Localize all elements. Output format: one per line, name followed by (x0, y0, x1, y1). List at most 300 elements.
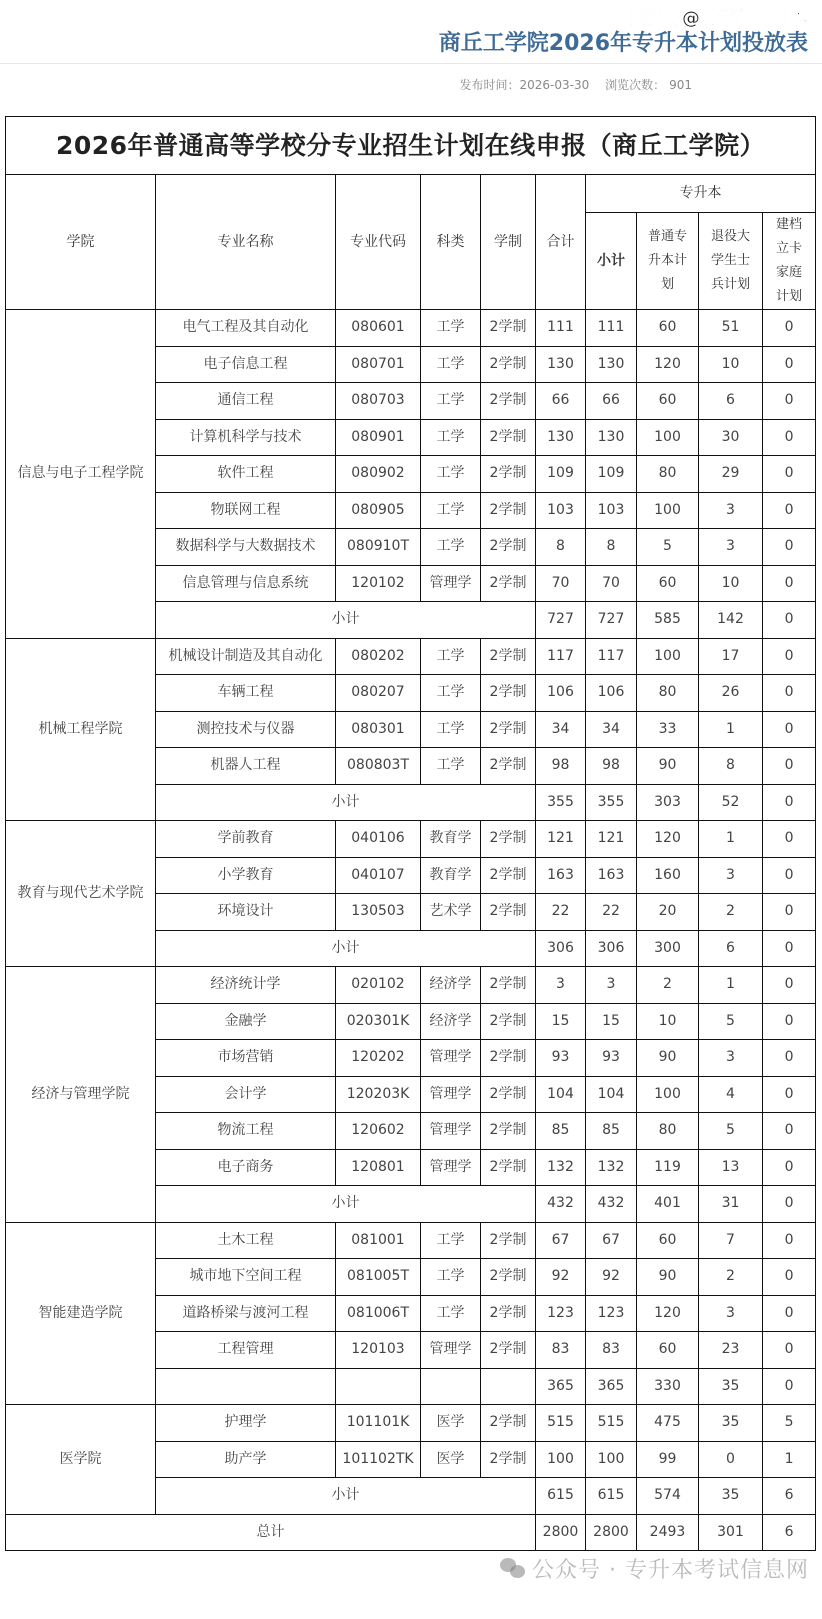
category-cell: 经济学 (421, 1003, 481, 1040)
total-cell: 92 (536, 1259, 586, 1296)
code-cell: 080910T (336, 529, 421, 566)
regular-cell: 90 (637, 1040, 699, 1077)
regular-cell: 80 (637, 1113, 699, 1150)
poverty-cell: 0 (763, 419, 816, 456)
major-cell: 数据科学与大数据技术 (156, 529, 336, 566)
major-cell: 通信工程 (156, 383, 336, 420)
total-cell: 100 (536, 1441, 586, 1478)
duration-cell: 2学制 (481, 857, 536, 894)
regular-cell: 475 (637, 1405, 699, 1442)
poverty-cell: 0 (763, 748, 816, 785)
category-cell: 工学 (421, 492, 481, 529)
subtotal-cell: 121 (586, 821, 637, 858)
college-cell: 智能建造学院 (6, 1222, 156, 1405)
subtotal-cell: 15 (586, 1003, 637, 1040)
regular-cell: 80 (637, 675, 699, 712)
regular-cell: 120 (637, 1295, 699, 1332)
regular-cell: 60 (637, 383, 699, 420)
grand-total-poverty: 6 (763, 1514, 816, 1551)
subtotal-total: 355 (536, 784, 586, 821)
category-cell: 工学 (421, 346, 481, 383)
category-cell: 工学 (421, 638, 481, 675)
subtotal-cell: 83 (586, 1332, 637, 1369)
subtotal-regular: 303 (637, 784, 699, 821)
subtotal-veteran: 35 (699, 1478, 763, 1515)
poverty-cell: 0 (763, 1149, 816, 1186)
duration-cell: 2学制 (481, 894, 536, 931)
veteran-cell: 10 (699, 346, 763, 383)
subtotal-total: 365 (536, 1368, 586, 1405)
subtotal-cell: 92 (586, 1259, 637, 1296)
poverty-cell: 0 (763, 821, 816, 858)
veteran-cell: 3 (699, 492, 763, 529)
subtotal-total: 306 (536, 930, 586, 967)
code-cell: 080601 (336, 310, 421, 347)
total-cell: 8 (536, 529, 586, 566)
subtotal-veteran: 35 (699, 1368, 763, 1405)
category-cell: 管理学 (421, 565, 481, 602)
duration-cell: 2学制 (481, 565, 536, 602)
code-cell: 020301K (336, 1003, 421, 1040)
code-cell: 081006T (336, 1295, 421, 1332)
poverty-cell: 0 (763, 1113, 816, 1150)
category-cell: 管理学 (421, 1332, 481, 1369)
subtotal-cell: 22 (586, 894, 637, 931)
poverty-cell: 0 (763, 967, 816, 1004)
header-code: 专业代码 (336, 175, 421, 310)
major-cell: 物联网工程 (156, 492, 336, 529)
header-regular-plan: 普通专升本计划 (637, 213, 699, 310)
subtotal-cell: 93 (586, 1040, 637, 1077)
veteran-cell: 3 (699, 857, 763, 894)
poverty-cell: 0 (763, 1003, 816, 1040)
veteran-cell: 5 (699, 1113, 763, 1150)
category-cell: 工学 (421, 383, 481, 420)
college-cell: 机械工程学院 (6, 638, 156, 821)
regular-cell: 80 (637, 456, 699, 493)
duration-cell: 2学制 (481, 1003, 536, 1040)
regular-cell: 5 (637, 529, 699, 566)
duration-cell: 2学制 (481, 383, 536, 420)
category-cell: 工学 (421, 675, 481, 712)
regular-cell: 10 (637, 1003, 699, 1040)
subtotal-subtotal: 365 (586, 1368, 637, 1405)
total-cell: 106 (536, 675, 586, 712)
major-cell: 电气工程及其自动化 (156, 310, 336, 347)
grand-total-veteran: 301 (699, 1514, 763, 1551)
total-cell: 15 (536, 1003, 586, 1040)
total-cell: 117 (536, 638, 586, 675)
veteran-cell: 35 (699, 1405, 763, 1442)
poverty-cell: 0 (763, 711, 816, 748)
subtotal-poverty: 0 (763, 930, 816, 967)
category-cell: 管理学 (421, 1113, 481, 1150)
major-cell: 车辆工程 (156, 675, 336, 712)
subtotal-subtotal: 727 (586, 602, 637, 639)
subtotal-veteran: 52 (699, 784, 763, 821)
table-row (6, 821, 816, 858)
major-cell: 护理学 (156, 1405, 336, 1442)
poverty-cell: 0 (763, 1040, 816, 1077)
empty-cell (421, 1368, 481, 1405)
category-cell: 管理学 (421, 1040, 481, 1077)
major-cell: 城市地下空间工程 (156, 1259, 336, 1296)
subtotal-label: 小计 (156, 1478, 536, 1515)
regular-cell: 100 (637, 492, 699, 529)
header-major: 专业名称 (156, 175, 336, 310)
subtotal-cell: 132 (586, 1149, 637, 1186)
major-cell: 学前教育 (156, 821, 336, 858)
subtotal-cell: 8 (586, 529, 637, 566)
college-cell: 医学院 (6, 1405, 156, 1515)
total-cell: 132 (536, 1149, 586, 1186)
subtotal-subtotal: 306 (586, 930, 637, 967)
total-cell: 515 (536, 1405, 586, 1442)
category-cell: 教育学 (421, 821, 481, 858)
duration-cell: 2学制 (481, 419, 536, 456)
regular-cell: 33 (637, 711, 699, 748)
subtotal-veteran: 6 (699, 930, 763, 967)
major-cell: 测控技术与仪器 (156, 711, 336, 748)
table-title: 2026年普通高等学校分专业招生计划在线申报（商丘工学院） (6, 117, 816, 175)
code-cell: 130503 (336, 894, 421, 931)
subtotal-label: 小计 (156, 1186, 536, 1223)
table-row (6, 1222, 816, 1259)
major-cell: 信息管理与信息系统 (156, 565, 336, 602)
duration-cell: 2学制 (481, 821, 536, 858)
regular-cell: 160 (637, 857, 699, 894)
category-cell: 经济学 (421, 967, 481, 1004)
total-cell: 109 (536, 456, 586, 493)
poverty-cell: 0 (763, 529, 816, 566)
grand-total-total: 2800 (536, 1514, 586, 1551)
duration-cell: 2学制 (481, 748, 536, 785)
category-cell: 工学 (421, 711, 481, 748)
header-category: 科类 (421, 175, 481, 310)
subtotal-subtotal: 355 (586, 784, 637, 821)
category-cell: 工学 (421, 419, 481, 456)
subtotal-veteran: 142 (699, 602, 763, 639)
regular-cell: 120 (637, 821, 699, 858)
total-cell: 85 (536, 1113, 586, 1150)
regular-cell: 120 (637, 346, 699, 383)
subtotal-poverty: 0 (763, 1186, 816, 1223)
category-cell: 管理学 (421, 1149, 481, 1186)
major-cell: 金融学 (156, 1003, 336, 1040)
subtotal-cell: 103 (586, 492, 637, 529)
poverty-cell: 0 (763, 383, 816, 420)
grand-total-regular: 2493 (637, 1514, 699, 1551)
category-cell: 教育学 (421, 857, 481, 894)
regular-cell: 2 (637, 967, 699, 1004)
category-cell: 医学 (421, 1441, 481, 1478)
code-cell: 120602 (336, 1113, 421, 1150)
major-cell: 道路桥梁与渡河工程 (156, 1295, 336, 1332)
code-cell: 081001 (336, 1222, 421, 1259)
grand-total-subtotal: 2800 (586, 1514, 637, 1551)
code-cell: 080901 (336, 419, 421, 456)
subtotal-regular: 574 (637, 1478, 699, 1515)
duration-cell: 2学制 (481, 711, 536, 748)
page-title: 商丘工学院2026年专升本计划投放表 (438, 31, 808, 56)
subtotal-cell: 109 (586, 456, 637, 493)
poverty-cell: 0 (763, 1076, 816, 1113)
poverty-cell: 0 (763, 310, 816, 347)
major-cell: 会计学 (156, 1076, 336, 1113)
poverty-cell: 0 (763, 565, 816, 602)
major-cell: 土木工程 (156, 1222, 336, 1259)
total-cell: 121 (536, 821, 586, 858)
subtotal-label: 小计 (156, 602, 536, 639)
regular-cell: 60 (637, 565, 699, 602)
code-cell: 101102TK (336, 1441, 421, 1478)
wechat-icon (500, 1558, 526, 1580)
subtotal-cell: 163 (586, 857, 637, 894)
veteran-cell: 4 (699, 1076, 763, 1113)
poverty-cell: 0 (763, 1222, 816, 1259)
poverty-cell: 0 (763, 346, 816, 383)
total-cell: 34 (536, 711, 586, 748)
code-cell: 080905 (336, 492, 421, 529)
empty-cell (336, 1368, 421, 1405)
total-cell: 98 (536, 748, 586, 785)
code-cell: 020102 (336, 967, 421, 1004)
veteran-cell: 6 (699, 383, 763, 420)
total-cell: 67 (536, 1222, 586, 1259)
duration-cell: 2学制 (481, 675, 536, 712)
subtotal-subtotal: 432 (586, 1186, 637, 1223)
veteran-cell: 10 (699, 565, 763, 602)
total-cell: 163 (536, 857, 586, 894)
college-cell: 信息与电子工程学院 (6, 310, 156, 639)
poverty-cell: 0 (763, 675, 816, 712)
veteran-cell: 17 (699, 638, 763, 675)
veteran-cell: 1 (699, 821, 763, 858)
subtotal-cell: 111 (586, 310, 637, 347)
header-subtotal: 小计 (586, 213, 637, 310)
subtotal-cell: 515 (586, 1405, 637, 1442)
subtotal-regular: 300 (637, 930, 699, 967)
college-cell: 经济与管理学院 (6, 967, 156, 1223)
duration-cell: 2学制 (481, 310, 536, 347)
subtotal-regular: 330 (637, 1368, 699, 1405)
subtotal-cell: 123 (586, 1295, 637, 1332)
major-cell: 物流工程 (156, 1113, 336, 1150)
subtotal-regular: 401 (637, 1186, 699, 1223)
subtotal-poverty: 0 (763, 784, 816, 821)
category-cell: 工学 (421, 456, 481, 493)
veteran-cell: 1 (699, 711, 763, 748)
publish-label: 发布时间： (459, 78, 520, 92)
header-college: 学院 (6, 175, 156, 310)
duration-cell: 2学制 (481, 1222, 536, 1259)
category-cell: 工学 (421, 1222, 481, 1259)
enrollment-plan-table (5, 116, 816, 1551)
major-cell: 助产学 (156, 1441, 336, 1478)
total-cell: 66 (536, 383, 586, 420)
code-cell: 101101K (336, 1405, 421, 1442)
duration-cell: 2学制 (481, 529, 536, 566)
duration-cell: 2学制 (481, 1113, 536, 1150)
duration-cell: 2学制 (481, 456, 536, 493)
watermark-bottom (500, 1553, 809, 1584)
subtotal-cell: 67 (586, 1222, 637, 1259)
veteran-cell: 7 (699, 1222, 763, 1259)
poverty-cell: 0 (763, 857, 816, 894)
major-cell: 电子信息工程 (156, 346, 336, 383)
duration-cell: 2学制 (481, 1149, 536, 1186)
regular-cell: 100 (637, 638, 699, 675)
major-cell: 计算机科学与技术 (156, 419, 336, 456)
veteran-cell: 13 (699, 1149, 763, 1186)
header-poverty-plan: 建档立卡家庭计划 (763, 213, 816, 310)
views-count: 901 (669, 78, 692, 92)
code-cell: 120102 (336, 565, 421, 602)
duration-cell: 2学制 (481, 638, 536, 675)
category-cell: 管理学 (421, 1076, 481, 1113)
table-row (6, 310, 816, 347)
code-cell: 080902 (336, 456, 421, 493)
article-meta (0, 76, 692, 93)
subtotal-cell: 104 (586, 1076, 637, 1113)
subtotal-label: 小计 (156, 930, 536, 967)
duration-cell: 2学制 (481, 346, 536, 383)
total-cell: 130 (536, 346, 586, 383)
poverty-cell: 0 (763, 638, 816, 675)
veteran-cell: 3 (699, 1295, 763, 1332)
code-cell: 040107 (336, 857, 421, 894)
total-cell: 123 (536, 1295, 586, 1332)
subtotal-total: 615 (536, 1478, 586, 1515)
code-cell: 120202 (336, 1040, 421, 1077)
subtotal-poverty: 0 (763, 602, 816, 639)
subtotal-poverty: 6 (763, 1478, 816, 1515)
major-cell: 环境设计 (156, 894, 336, 931)
veteran-cell: 2 (699, 894, 763, 931)
category-cell: 医学 (421, 1405, 481, 1442)
poverty-cell: 5 (763, 1405, 816, 1442)
subtotal-subtotal: 615 (586, 1478, 637, 1515)
regular-cell: 119 (637, 1149, 699, 1186)
code-cell: 080701 (336, 346, 421, 383)
subtotal-veteran: 31 (699, 1186, 763, 1223)
veteran-cell: 26 (699, 675, 763, 712)
major-cell: 机械设计制造及其自动化 (156, 638, 336, 675)
category-cell: 工学 (421, 1259, 481, 1296)
regular-cell: 90 (637, 1259, 699, 1296)
subtotal-cell: 130 (586, 346, 637, 383)
major-cell: 电子商务 (156, 1149, 336, 1186)
duration-cell: 2学制 (481, 1332, 536, 1369)
major-cell: 工程管理 (156, 1332, 336, 1369)
total-cell: 83 (536, 1332, 586, 1369)
veteran-cell: 3 (699, 1040, 763, 1077)
veteran-cell: 51 (699, 310, 763, 347)
college-cell: 教育与现代艺术学院 (6, 821, 156, 967)
category-cell: 工学 (421, 748, 481, 785)
code-cell: 040106 (336, 821, 421, 858)
subtotal-cell: 106 (586, 675, 637, 712)
poverty-cell: 0 (763, 1332, 816, 1369)
table-row (6, 967, 816, 1004)
publish-date: 2026-03-30 (519, 78, 590, 92)
total-cell: 103 (536, 492, 586, 529)
major-cell: 软件工程 (156, 456, 336, 493)
header-veteran-plan: 退役大学生士兵计划 (699, 213, 763, 310)
veteran-cell: 8 (699, 748, 763, 785)
regular-cell: 100 (637, 419, 699, 456)
regular-cell: 60 (637, 310, 699, 347)
code-cell: 080301 (336, 711, 421, 748)
duration-cell: 2学制 (481, 492, 536, 529)
veteran-cell: 5 (699, 1003, 763, 1040)
subtotal-total: 432 (536, 1186, 586, 1223)
code-cell: 080202 (336, 638, 421, 675)
category-cell: 艺术学 (421, 894, 481, 931)
subtotal-label: 小计 (156, 784, 536, 821)
veteran-cell: 1 (699, 967, 763, 1004)
watermark-bottom-text: 公众号 · 专升本考试信息网 (532, 1558, 809, 1583)
grand-total-row (6, 1514, 816, 1551)
total-cell: 111 (536, 310, 586, 347)
veteran-cell: 29 (699, 456, 763, 493)
subtotal-cell: 70 (586, 565, 637, 602)
subtotal-cell: 98 (586, 748, 637, 785)
poverty-cell: 1 (763, 1441, 816, 1478)
total-cell: 3 (536, 967, 586, 1004)
subtotal-poverty: 0 (763, 1368, 816, 1405)
veteran-cell: 30 (699, 419, 763, 456)
views-label: 浏览次数： (605, 78, 666, 92)
duration-cell: 2学制 (481, 1441, 536, 1478)
poverty-cell: 0 (763, 456, 816, 493)
code-cell: 080207 (336, 675, 421, 712)
subtotal-cell: 117 (586, 638, 637, 675)
watermark-top: 搜狐号@易学仕专升本 (628, 8, 808, 29)
divider (0, 63, 822, 64)
subtotal-cell: 3 (586, 967, 637, 1004)
veteran-cell: 2 (699, 1259, 763, 1296)
total-cell: 70 (536, 565, 586, 602)
major-cell: 经济统计学 (156, 967, 336, 1004)
subtotal-regular: 585 (637, 602, 699, 639)
code-cell: 120203K (336, 1076, 421, 1113)
empty-cell (481, 1368, 536, 1405)
table-row (6, 638, 816, 675)
poverty-cell: 0 (763, 492, 816, 529)
poverty-cell: 0 (763, 894, 816, 931)
category-cell: 工学 (421, 310, 481, 347)
subtotal-cell: 85 (586, 1113, 637, 1150)
header-total: 合计 (536, 175, 586, 310)
category-cell: 工学 (421, 529, 481, 566)
subtotal-cell: 34 (586, 711, 637, 748)
veteran-cell: 3 (699, 529, 763, 566)
code-cell: 080803T (336, 748, 421, 785)
total-cell: 104 (536, 1076, 586, 1113)
regular-cell: 60 (637, 1222, 699, 1259)
regular-cell: 60 (637, 1332, 699, 1369)
header-zsb-group: 专升本 (586, 175, 816, 213)
code-cell: 080703 (336, 383, 421, 420)
table-row (6, 1405, 816, 1442)
major-cell: 机器人工程 (156, 748, 336, 785)
total-cell: 93 (536, 1040, 586, 1077)
regular-cell: 90 (637, 748, 699, 785)
subtotal-cell: 66 (586, 383, 637, 420)
subtotal-cell: 130 (586, 419, 637, 456)
grand-total-label: 总计 (6, 1514, 536, 1551)
